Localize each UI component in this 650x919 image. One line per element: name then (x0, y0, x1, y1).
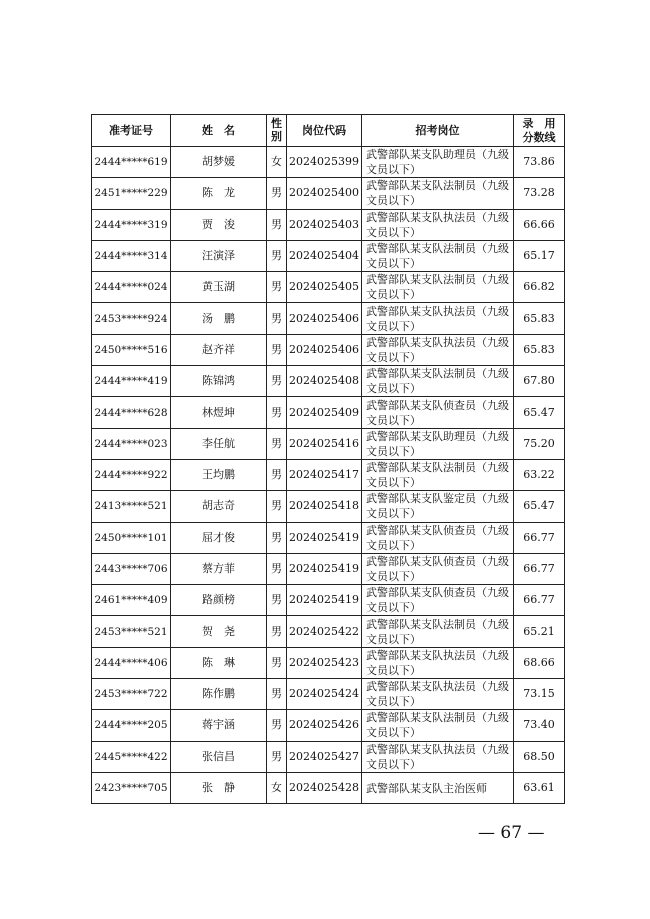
cell-post-code: 2024025399 (287, 147, 362, 178)
cell-name: 汪演泽 (171, 240, 267, 271)
cell-gender: 男 (267, 522, 287, 553)
header-name: 姓 名 (171, 115, 267, 147)
cell-gender: 男 (267, 585, 287, 616)
cell-post-code: 2024025409 (287, 397, 362, 428)
table-row (92, 428, 565, 459)
cell-post: 武警部队某支队执法员（九级文员以下） (362, 647, 514, 678)
cell-name: 屈才俊 (171, 522, 267, 553)
cell-post: 武警部队某支队法制员（九级文员以下） (362, 616, 514, 647)
cell-post-code: 2024025419 (287, 553, 362, 584)
cell-exam-id: 2453*****722 (92, 679, 171, 710)
cell-post-code: 2024025404 (287, 240, 362, 271)
cell-gender: 男 (267, 240, 287, 271)
header-score (514, 115, 565, 147)
cell-post: 武警部队某支队助理员（九级文员以下） (362, 147, 514, 178)
cell-score: 65.17 (514, 240, 565, 271)
cell-name: 陈 龙 (171, 178, 267, 209)
header-score-text: 录 用分数线 (522, 116, 556, 144)
cell-gender: 男 (267, 710, 287, 741)
table-row (92, 741, 565, 772)
cell-post-code: 2024025426 (287, 710, 362, 741)
page-number: — 67 — (478, 823, 545, 843)
table-header-row (92, 115, 565, 147)
table-row (92, 397, 565, 428)
cell-post: 武警部队某支队执法员（九级文员以下） (362, 334, 514, 365)
cell-score: 68.66 (514, 647, 565, 678)
cell-score: 66.66 (514, 209, 565, 240)
cell-gender: 男 (267, 303, 287, 334)
cell-exam-id: 2444*****619 (92, 147, 171, 178)
cell-post-code: 2024025403 (287, 209, 362, 240)
cell-exam-id: 2423*****705 (92, 772, 171, 803)
cell-name: 林煜坤 (171, 397, 267, 428)
table-row (92, 459, 565, 490)
cell-post-code: 2024025424 (287, 679, 362, 710)
table-row (92, 522, 565, 553)
cell-post: 武警部队某支队法制员（九级文员以下） (362, 240, 514, 271)
cell-exam-id: 2444*****319 (92, 209, 171, 240)
table-row (92, 209, 565, 240)
cell-name: 蔡方菲 (171, 553, 267, 584)
table-row (92, 616, 565, 647)
cell-gender: 男 (267, 459, 287, 490)
cell-gender: 男 (267, 334, 287, 365)
cell-post-code: 2024025423 (287, 647, 362, 678)
cell-gender: 女 (267, 772, 287, 803)
cell-exam-id: 2444*****023 (92, 428, 171, 459)
cell-gender: 男 (267, 679, 287, 710)
header-post-code: 岗位代码 (287, 115, 362, 147)
cell-name: 蒋宇涵 (171, 710, 267, 741)
table-row (92, 178, 565, 209)
cell-score: 73.40 (514, 710, 565, 741)
cell-gender: 男 (267, 428, 287, 459)
table-row (92, 679, 565, 710)
cell-exam-id: 2450*****516 (92, 334, 171, 365)
cell-exam-id: 2444*****205 (92, 710, 171, 741)
cell-gender: 男 (267, 397, 287, 428)
cell-exam-id: 2444*****406 (92, 647, 171, 678)
cell-score: 65.47 (514, 397, 565, 428)
cell-score: 73.86 (514, 147, 565, 178)
cell-post-code: 2024025419 (287, 522, 362, 553)
header-exam-id: 准考证号 (92, 115, 171, 147)
table-row (92, 647, 565, 678)
cell-name: 王均鹏 (171, 459, 267, 490)
cell-post: 武警部队某支队侦查员（九级文员以下） (362, 397, 514, 428)
table-row (92, 366, 565, 397)
cell-post: 武警部队某支队法制员（九级文员以下） (362, 272, 514, 303)
cell-post: 武警部队某支队侦查员（九级文员以下） (362, 522, 514, 553)
cell-name: 李任航 (171, 428, 267, 459)
cell-name: 路颜榜 (171, 585, 267, 616)
cell-name: 陈 琳 (171, 647, 267, 678)
cell-exam-id: 2451*****229 (92, 178, 171, 209)
cell-post: 武警部队某支队法制员（九级文员以下） (362, 178, 514, 209)
cell-score: 73.15 (514, 679, 565, 710)
cell-exam-id: 2413*****521 (92, 491, 171, 522)
cell-name: 张 静 (171, 772, 267, 803)
header-gender-text: 性别 (271, 117, 282, 143)
cell-post: 武警部队某支队执法员（九级文员以下） (362, 209, 514, 240)
cell-exam-id: 2444*****628 (92, 397, 171, 428)
cell-gender: 女 (267, 147, 287, 178)
cell-name: 胡志奇 (171, 491, 267, 522)
cell-post-code: 2024025406 (287, 303, 362, 334)
cell-post: 武警部队某支队助理员（九级文员以下） (362, 428, 514, 459)
cell-exam-id: 2444*****314 (92, 240, 171, 271)
cell-exam-id: 2444*****419 (92, 366, 171, 397)
cell-name: 贾 浚 (171, 209, 267, 240)
cell-name: 汤 鹏 (171, 303, 267, 334)
table-row (92, 772, 565, 803)
cell-score: 67.80 (514, 366, 565, 397)
score-table-container (91, 114, 564, 804)
cell-score: 66.77 (514, 553, 565, 584)
cell-score: 68.50 (514, 741, 565, 772)
cell-gender: 男 (267, 272, 287, 303)
cell-post: 武警部队某支队法制员（九级文员以下） (362, 366, 514, 397)
cell-name: 贺 尧 (171, 616, 267, 647)
cell-score: 65.83 (514, 303, 565, 334)
table-row (92, 240, 565, 271)
cell-name: 赵齐祥 (171, 334, 267, 365)
table-row (92, 334, 565, 365)
cell-gender: 男 (267, 209, 287, 240)
cell-name: 陈锦鸿 (171, 366, 267, 397)
cell-gender: 男 (267, 647, 287, 678)
cell-score: 63.61 (514, 772, 565, 803)
cell-post-code: 2024025428 (287, 772, 362, 803)
cell-gender: 男 (267, 178, 287, 209)
cell-post: 武警部队某支队法制员（九级文员以下） (362, 710, 514, 741)
cell-post-code: 2024025400 (287, 178, 362, 209)
cell-post-code: 2024025418 (287, 491, 362, 522)
cell-post: 武警部队某支队执法员（九级文员以下） (362, 741, 514, 772)
cell-name: 黄玉湖 (171, 272, 267, 303)
cell-gender: 男 (267, 741, 287, 772)
cell-post: 武警部队某支队法制员（九级文员以下） (362, 459, 514, 490)
cell-exam-id: 2450*****101 (92, 522, 171, 553)
cell-exam-id: 2444*****922 (92, 459, 171, 490)
table-row (92, 272, 565, 303)
cell-score: 66.77 (514, 585, 565, 616)
table-row (92, 585, 565, 616)
header-post: 招考岗位 (362, 115, 514, 147)
table-row (92, 553, 565, 584)
cell-gender: 男 (267, 553, 287, 584)
cell-exam-id: 2453*****924 (92, 303, 171, 334)
cell-post-code: 2024025406 (287, 334, 362, 365)
cell-exam-id: 2444*****024 (92, 272, 171, 303)
cell-score: 63.22 (514, 459, 565, 490)
cell-post: 武警部队某支队主治医师 (362, 772, 514, 803)
table-row (92, 710, 565, 741)
cell-post: 武警部队某支队执法员（九级文员以下） (362, 679, 514, 710)
cell-post: 武警部队某支队鉴定员（九级文员以下） (362, 491, 514, 522)
table-body (92, 147, 565, 804)
cell-post: 武警部队某支队执法员（九级文员以下） (362, 303, 514, 334)
table-row (92, 303, 565, 334)
cell-exam-id: 2443*****706 (92, 553, 171, 584)
score-table (91, 114, 565, 804)
cell-score: 65.83 (514, 334, 565, 365)
cell-score: 66.82 (514, 272, 565, 303)
table-row (92, 147, 565, 178)
cell-post-code: 2024025419 (287, 585, 362, 616)
cell-exam-id: 2453*****521 (92, 616, 171, 647)
cell-post-code: 2024025416 (287, 428, 362, 459)
cell-name: 胡梦媛 (171, 147, 267, 178)
cell-post-code: 2024025417 (287, 459, 362, 490)
cell-post-code: 2024025405 (287, 272, 362, 303)
cell-score: 75.20 (514, 428, 565, 459)
cell-post: 武警部队某支队侦查员（九级文员以下） (362, 585, 514, 616)
cell-name: 陈作鹏 (171, 679, 267, 710)
cell-score: 65.21 (514, 616, 565, 647)
cell-gender: 男 (267, 616, 287, 647)
cell-score: 65.47 (514, 491, 565, 522)
cell-post-code: 2024025422 (287, 616, 362, 647)
cell-exam-id: 2461*****409 (92, 585, 171, 616)
cell-post-code: 2024025427 (287, 741, 362, 772)
cell-post: 武警部队某支队侦查员（九级文员以下） (362, 553, 514, 584)
cell-score: 66.77 (514, 522, 565, 553)
cell-exam-id: 2445*****422 (92, 741, 171, 772)
cell-name: 张信昌 (171, 741, 267, 772)
table-row (92, 491, 565, 522)
cell-gender: 男 (267, 491, 287, 522)
cell-score: 73.28 (514, 178, 565, 209)
cell-post-code: 2024025408 (287, 366, 362, 397)
cell-gender: 男 (267, 366, 287, 397)
header-gender (267, 115, 287, 147)
